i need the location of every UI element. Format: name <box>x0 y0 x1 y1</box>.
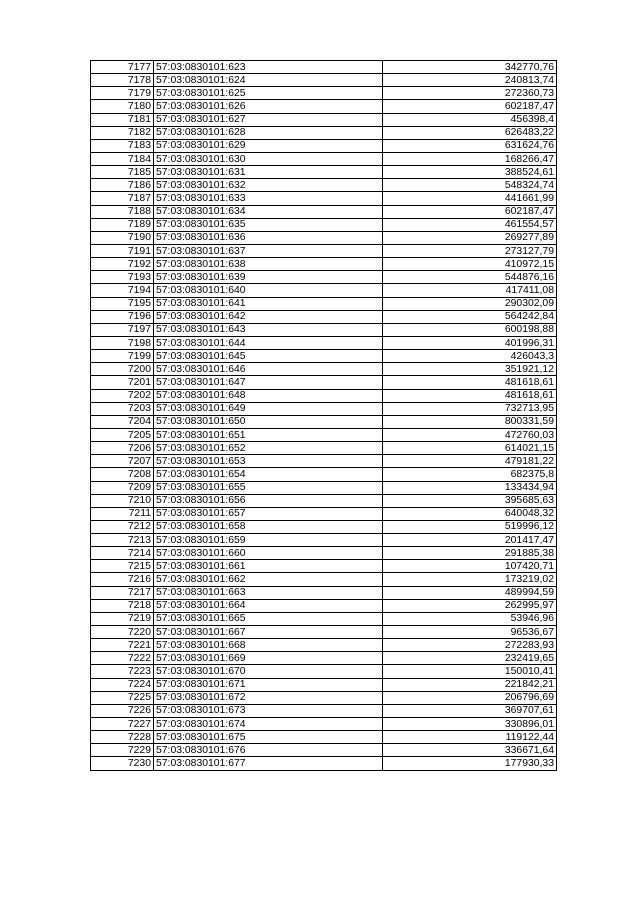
table-body <box>91 61 557 771</box>
cadastral-number: 57:03:0830101:655 <box>154 481 383 494</box>
cadastral-number: 57:03:0830101:627 <box>154 113 383 126</box>
cadastral-value: 472760,03 <box>383 428 557 441</box>
cadastral-number: 57:03:0830101:633 <box>154 192 383 205</box>
cadastral-value: 336671,64 <box>383 744 557 757</box>
cadastral-value: 417411,08 <box>383 284 557 297</box>
cadastral-number: 57:03:0830101:663 <box>154 586 383 599</box>
row-number: 7204 <box>91 415 154 428</box>
row-number: 7197 <box>91 323 154 336</box>
cadastral-value: 800331,59 <box>383 415 557 428</box>
cadastral-value: 262995,97 <box>383 599 557 612</box>
row-number: 7222 <box>91 652 154 665</box>
cadastral-value: 232419,65 <box>383 652 557 665</box>
cadastral-number: 57:03:0830101:628 <box>154 126 383 139</box>
cadastral-number: 57:03:0830101:649 <box>154 402 383 415</box>
cadastral-number: 57:03:0830101:652 <box>154 442 383 455</box>
row-number: 7206 <box>91 442 154 455</box>
row-number: 7198 <box>91 336 154 349</box>
table-row <box>91 547 557 560</box>
row-number: 7208 <box>91 468 154 481</box>
table-row <box>91 560 557 573</box>
cadastral-number: 57:03:0830101:630 <box>154 152 383 165</box>
cadastral-value: 456398,4 <box>383 113 557 126</box>
cadastral-value: 240813,74 <box>383 74 557 87</box>
row-number: 7187 <box>91 192 154 205</box>
cadastral-value: 168266,47 <box>383 152 557 165</box>
table-row <box>91 218 557 231</box>
cadastral-value: 614021,15 <box>383 442 557 455</box>
row-number: 7217 <box>91 586 154 599</box>
table-row <box>91 744 557 757</box>
row-number: 7178 <box>91 74 154 87</box>
cadastral-number: 57:03:0830101:639 <box>154 271 383 284</box>
cadastral-number: 57:03:0830101:626 <box>154 100 383 113</box>
cadastral-number: 57:03:0830101:667 <box>154 626 383 639</box>
cadastral-value: 461554,57 <box>383 218 557 231</box>
cadastral-value: 201417,47 <box>383 534 557 547</box>
cadastral-value: 544876,16 <box>383 271 557 284</box>
cadastral-value: 173219,02 <box>383 573 557 586</box>
cadastral-number: 57:03:0830101:635 <box>154 218 383 231</box>
cadastral-value: 732713,95 <box>383 402 557 415</box>
table-row <box>91 100 557 113</box>
cadastral-number: 57:03:0830101:625 <box>154 87 383 100</box>
row-number: 7205 <box>91 428 154 441</box>
cadastral-value: 273127,79 <box>383 244 557 257</box>
row-number: 7180 <box>91 100 154 113</box>
cadastral-value: 410972,15 <box>383 258 557 271</box>
table-row <box>91 310 557 323</box>
table-row <box>91 704 557 717</box>
table-row <box>91 152 557 165</box>
cadastral-number: 57:03:0830101:660 <box>154 547 383 560</box>
row-number: 7199 <box>91 350 154 363</box>
cadastral-value: 401996,31 <box>383 336 557 349</box>
row-number: 7179 <box>91 87 154 100</box>
table-row <box>91 376 557 389</box>
cadastral-value: 519996,12 <box>383 520 557 533</box>
cadastral-value: 330896,01 <box>383 718 557 731</box>
row-number: 7213 <box>91 534 154 547</box>
cadastral-number: 57:03:0830101:631 <box>154 166 383 179</box>
cadastral-value: 150010,41 <box>383 665 557 678</box>
row-number: 7189 <box>91 218 154 231</box>
cadastral-number: 57:03:0830101:651 <box>154 428 383 441</box>
row-number: 7192 <box>91 258 154 271</box>
row-number: 7218 <box>91 599 154 612</box>
table-row <box>91 599 557 612</box>
table-row <box>91 87 557 100</box>
cadastral-value: 489994,59 <box>383 586 557 599</box>
cadastral-number: 57:03:0830101:668 <box>154 639 383 652</box>
cadastral-value: 351921,12 <box>383 363 557 376</box>
cadastral-number: 57:03:0830101:647 <box>154 376 383 389</box>
table-row <box>91 442 557 455</box>
cadastral-number: 57:03:0830101:661 <box>154 560 383 573</box>
table-row <box>91 258 557 271</box>
row-number: 7212 <box>91 520 154 533</box>
table-row <box>91 639 557 652</box>
table-row <box>91 350 557 363</box>
row-number: 7200 <box>91 363 154 376</box>
row-number: 7202 <box>91 389 154 402</box>
cadastral-number: 57:03:0830101:669 <box>154 652 383 665</box>
row-number: 7185 <box>91 166 154 179</box>
cadastral-number: 57:03:0830101:674 <box>154 718 383 731</box>
row-number: 7221 <box>91 639 154 652</box>
table-row <box>91 244 557 257</box>
cadastral-value: 272283,93 <box>383 639 557 652</box>
row-number: 7177 <box>91 61 154 74</box>
cadastral-number: 57:03:0830101:676 <box>154 744 383 757</box>
cadastral-number: 57:03:0830101:664 <box>154 599 383 612</box>
cadastral-number: 57:03:0830101:645 <box>154 350 383 363</box>
row-number: 7226 <box>91 704 154 717</box>
table-row <box>91 323 557 336</box>
table-row <box>91 192 557 205</box>
row-number: 7181 <box>91 113 154 126</box>
table-row <box>91 389 557 402</box>
cadastral-number: 57:03:0830101:659 <box>154 534 383 547</box>
cadastral-number: 57:03:0830101:638 <box>154 258 383 271</box>
table-row <box>91 534 557 547</box>
cadastral-number: 57:03:0830101:643 <box>154 323 383 336</box>
cadastral-number: 57:03:0830101:673 <box>154 704 383 717</box>
cadastral-number: 57:03:0830101:670 <box>154 665 383 678</box>
cadastral-value: 221842,21 <box>383 678 557 691</box>
cadastral-number: 57:03:0830101:640 <box>154 284 383 297</box>
row-number: 7211 <box>91 507 154 520</box>
cadastral-value: 291885,38 <box>383 547 557 560</box>
row-number: 7196 <box>91 310 154 323</box>
row-number: 7193 <box>91 271 154 284</box>
table-row <box>91 402 557 415</box>
cadastral-number: 57:03:0830101:644 <box>154 336 383 349</box>
cadastral-number: 57:03:0830101:665 <box>154 612 383 625</box>
row-number: 7229 <box>91 744 154 757</box>
table-row <box>91 652 557 665</box>
cadastral-number: 57:03:0830101:675 <box>154 731 383 744</box>
table-row <box>91 626 557 639</box>
cadastral-value: 269277,89 <box>383 231 557 244</box>
table-row <box>91 468 557 481</box>
table-row <box>91 74 557 87</box>
table-row <box>91 126 557 139</box>
table-row <box>91 718 557 731</box>
row-number: 7194 <box>91 284 154 297</box>
cadastral-number: 57:03:0830101:662 <box>154 573 383 586</box>
cadastral-value: 290302,09 <box>383 297 557 310</box>
cadastral-value: 602187,47 <box>383 205 557 218</box>
cadastral-value: 96536,67 <box>383 626 557 639</box>
row-number: 7201 <box>91 376 154 389</box>
cadastral-number: 57:03:0830101:623 <box>154 61 383 74</box>
table-row <box>91 166 557 179</box>
cadastral-value: 481618,61 <box>383 376 557 389</box>
row-number: 7190 <box>91 231 154 244</box>
row-number: 7225 <box>91 691 154 704</box>
row-number: 7210 <box>91 494 154 507</box>
table-row <box>91 731 557 744</box>
cadastral-number: 57:03:0830101:641 <box>154 297 383 310</box>
table-row <box>91 428 557 441</box>
cadastral-value: 626483,22 <box>383 126 557 139</box>
cadastral-value: 631624,76 <box>383 139 557 152</box>
table-row <box>91 139 557 152</box>
row-number: 7188 <box>91 205 154 218</box>
table-row <box>91 612 557 625</box>
row-number: 7216 <box>91 573 154 586</box>
table-row <box>91 284 557 297</box>
cadastral-number: 57:03:0830101:642 <box>154 310 383 323</box>
table-row <box>91 61 557 74</box>
table-row <box>91 691 557 704</box>
cadastral-value: 548324,74 <box>383 179 557 192</box>
cadastral-value: 481618,61 <box>383 389 557 402</box>
table-row <box>91 757 557 770</box>
row-number: 7223 <box>91 665 154 678</box>
row-number: 7182 <box>91 126 154 139</box>
table-row <box>91 271 557 284</box>
row-number: 7215 <box>91 560 154 573</box>
row-number: 7224 <box>91 678 154 691</box>
table-row <box>91 573 557 586</box>
cadastral-value: 479181,22 <box>383 455 557 468</box>
cadastral-number: 57:03:0830101:657 <box>154 507 383 520</box>
cadastral-number: 57:03:0830101:650 <box>154 415 383 428</box>
cadastral-number: 57:03:0830101:632 <box>154 179 383 192</box>
table-row <box>91 231 557 244</box>
row-number: 7209 <box>91 481 154 494</box>
table-row <box>91 494 557 507</box>
table-row <box>91 586 557 599</box>
table-row <box>91 336 557 349</box>
cadastral-number: 57:03:0830101:656 <box>154 494 383 507</box>
cadastral-number: 57:03:0830101:672 <box>154 691 383 704</box>
table-row <box>91 481 557 494</box>
cadastral-value: 206796,69 <box>383 691 557 704</box>
table-row <box>91 205 557 218</box>
row-number: 7203 <box>91 402 154 415</box>
row-number: 7186 <box>91 179 154 192</box>
cadastral-number: 57:03:0830101:658 <box>154 520 383 533</box>
cadastral-value: 426043,3 <box>383 350 557 363</box>
cadastral-value: 395685,63 <box>383 494 557 507</box>
table-row <box>91 665 557 678</box>
cadastral-value: 369707,61 <box>383 704 557 717</box>
cadastral-value: 107420,71 <box>383 560 557 573</box>
cadastral-number: 57:03:0830101:637 <box>154 244 383 257</box>
cadastral-value: 119122,44 <box>383 731 557 744</box>
cadastral-number: 57:03:0830101:648 <box>154 389 383 402</box>
cadastral-number: 57:03:0830101:654 <box>154 468 383 481</box>
row-number: 7219 <box>91 612 154 625</box>
cadastral-number: 57:03:0830101:634 <box>154 205 383 218</box>
row-number: 7220 <box>91 626 154 639</box>
cadastral-number: 57:03:0830101:629 <box>154 139 383 152</box>
cadastral-number: 57:03:0830101:646 <box>154 363 383 376</box>
cadastral-number: 57:03:0830101:624 <box>154 74 383 87</box>
cadastral-value: 53946,96 <box>383 612 557 625</box>
cadastral-value: 602187,47 <box>383 100 557 113</box>
row-number: 7228 <box>91 731 154 744</box>
cadastral-value: 177930,33 <box>383 757 557 770</box>
cadastral-number: 57:03:0830101:671 <box>154 678 383 691</box>
row-number: 7230 <box>91 757 154 770</box>
row-number: 7195 <box>91 297 154 310</box>
cadastral-value: 441661,99 <box>383 192 557 205</box>
row-number: 7183 <box>91 139 154 152</box>
table-row <box>91 363 557 376</box>
cadastral-value: 133434,94 <box>383 481 557 494</box>
cadastral-value: 640048,32 <box>383 507 557 520</box>
row-number: 7191 <box>91 244 154 257</box>
row-number: 7184 <box>91 152 154 165</box>
row-number: 7214 <box>91 547 154 560</box>
cadastral-value: 682375,8 <box>383 468 557 481</box>
cadastral-number: 57:03:0830101:677 <box>154 757 383 770</box>
table-row <box>91 179 557 192</box>
cadastral-value: 600198,88 <box>383 323 557 336</box>
table-row <box>91 520 557 533</box>
cadastral-value: 564242,84 <box>383 310 557 323</box>
cadastral-value: 272360,73 <box>383 87 557 100</box>
cadastral-value: 388524,61 <box>383 166 557 179</box>
table-row <box>91 507 557 520</box>
table-row <box>91 678 557 691</box>
table-row <box>91 113 557 126</box>
cadastral-value-table <box>90 60 557 771</box>
table-row <box>91 297 557 310</box>
cadastral-number: 57:03:0830101:653 <box>154 455 383 468</box>
cadastral-number: 57:03:0830101:636 <box>154 231 383 244</box>
table-row <box>91 455 557 468</box>
row-number: 7207 <box>91 455 154 468</box>
cadastral-value: 342770,76 <box>383 61 557 74</box>
row-number: 7227 <box>91 718 154 731</box>
table-row <box>91 415 557 428</box>
